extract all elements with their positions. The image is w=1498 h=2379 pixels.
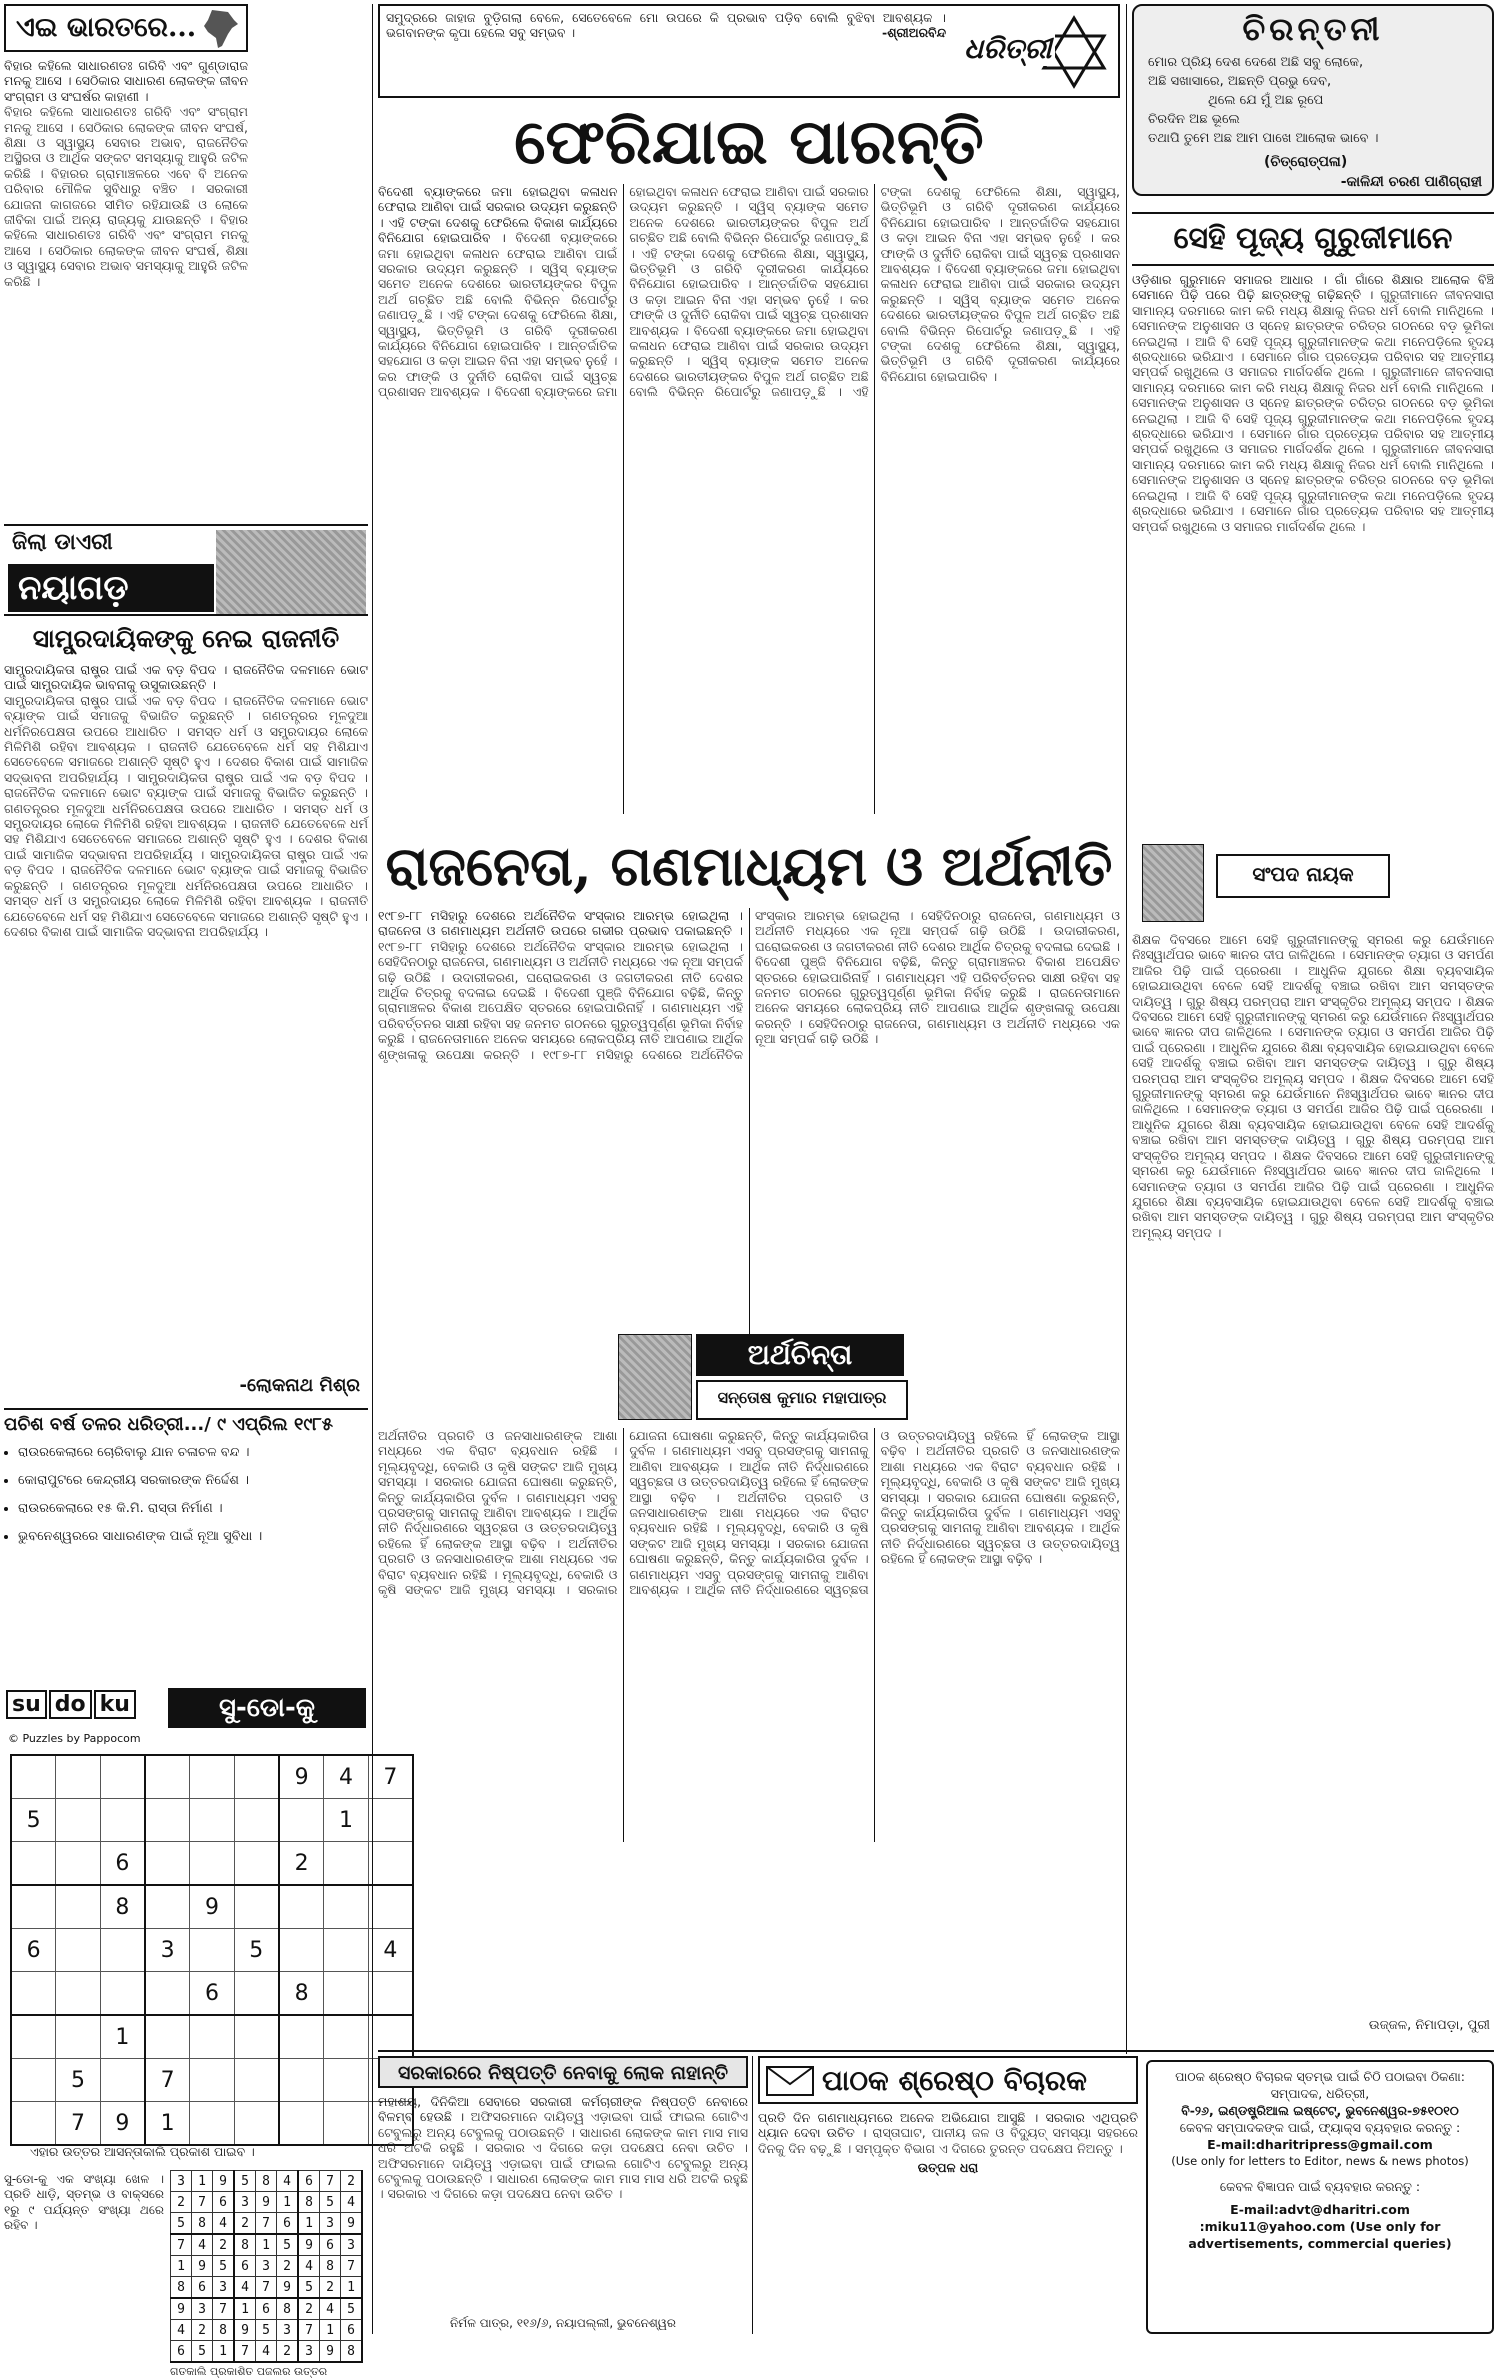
sudoku-cell: 7	[145, 2059, 190, 2102]
sudoku-cell	[279, 1799, 324, 1842]
solution-cell-row	[171, 2256, 363, 2277]
solution-cell: 4	[192, 2234, 213, 2256]
sudoku-cell	[324, 1842, 368, 1886]
solution-cell-row	[171, 2320, 363, 2341]
address-title: ପାଠକ ଶ୍ରେଷ୍ଠ ବିଚାରକ ସ୍ତମ୍ଭ ପାଇଁ ଚିଠି ପଠାଇବା ଠିକଣା: ସମ୍ପାଦକ, ଧରିତ୍ରୀ,	[1175, 2069, 1465, 2101]
ads-email-alt[interactable]: :miku11@yahoo.com (Use only for	[1199, 2219, 1441, 2234]
feature-signoff: ଉଜ୍ଜଳ, ନିମାପଡ଼ା, ପୁରୀ	[1368, 2018, 1490, 2033]
sudoku-cell: 3	[145, 1929, 190, 1972]
solution-cell: 7	[234, 2341, 256, 2363]
left-article-text	[4, 662, 368, 1352]
sudoku-cell	[324, 2015, 368, 2059]
solution-cell: 8	[256, 2171, 277, 2192]
solution-cell: 4	[341, 2192, 363, 2213]
sudoku-cell: 5	[11, 1799, 56, 1842]
sudoku-cell: 9	[100, 2102, 145, 2146]
solution-cell: 3	[234, 2192, 256, 2213]
address-box	[1146, 2060, 1494, 2334]
solution-caption: ଗତକାଲି ପ୍ରକାଶିତ ପଜଲର ଉତ୍ତର	[170, 2365, 328, 2378]
banner-title: ଏଇ ଭାରତରେ...	[16, 12, 197, 43]
column-title: ଅର୍ଥଚିନ୍ତା	[696, 1334, 904, 1376]
temple-photo	[216, 530, 366, 614]
solution-cell: 4	[298, 2256, 320, 2277]
solution-cell: 6	[234, 2256, 256, 2277]
sudoku-cell	[100, 1972, 145, 2016]
past-headline: ପଚିଶ ବର୍ଷ ତଳର ଧରିତ୍ରୀ.../ ୯ ଏପ୍ରିଲ ୧୯୮୫	[4, 1414, 333, 1435]
sudoku-cell	[56, 1972, 100, 2016]
lead-headline: ରାଜନେତା, ଗଣମାଧ୍ୟମ ଓ ଅର୍ଥନୀତି	[385, 834, 1113, 898]
solution-cell: 8	[213, 2320, 235, 2341]
sudoku-cell	[11, 1755, 56, 1799]
sudoku-cell: 1	[324, 1799, 368, 1842]
sudoku-cell	[324, 1885, 368, 1929]
solution-cell: 2	[192, 2320, 213, 2341]
solution-cell: 3	[277, 2320, 299, 2341]
sudoku-cell: 8	[279, 1972, 324, 2016]
sudoku-title: ସୁ-ଡୋ-କୁ	[168, 1688, 366, 1728]
solution-cell: 5	[213, 2256, 235, 2277]
sudoku-cell	[279, 2102, 324, 2146]
sudoku-cell	[100, 1755, 145, 1799]
sudoku-cell-row	[11, 2059, 413, 2102]
sudoku-cell-row	[11, 1885, 413, 1929]
sudoku-brand-su: su	[6, 1690, 47, 1719]
solution-cell: 7	[192, 2192, 213, 2213]
past-item: • ଭୁବନେଶ୍ୱରରେ ସାଧାରଣଙ୍କ ପାଇଁ ନୂଆ ସୁବିଧା ।	[18, 1528, 368, 1546]
sudoku-cell-row	[11, 1972, 413, 2016]
lead-paragraph: ୧୯୮୭-୮୮ ମସିହାରୁ ଦେଶରେ ଅର୍ଥନୈତିକ ସଂସ୍କାର ଆରମ୍ଭ ହୋଇଥିଲା । ରାଜନେତା ଓ ଗଣମାଧ୍ୟମ ଅର୍ଥନୀତି ଉପରେ ଗଭୀର ପ୍ରଭାବ ପକାଇଛନ୍ତି ।	[378, 908, 743, 939]
sudoku-cell	[234, 1972, 279, 2016]
solution-cell: 5	[320, 2192, 341, 2213]
solution-cell: 6	[298, 2171, 320, 2192]
sudoku-answer-note: ଏହାର ଉତ୍ତର ଆସନ୍ତାକାଲି ପ୍ରକାଶ ପାଇବ ।	[30, 2144, 255, 2159]
poem-title: ଚିରନ୍ତନୀ	[1242, 10, 1384, 48]
feature-filler: ଗୁରୁଜୀମାନେ ଜୀବନସାରା ସାମାନ୍ୟ ଦରମାରେ କାମ କରି ମଧ୍ୟ ଶିକ୍ଷାକୁ ନିଜର ଧର୍ମ ବୋଲି ମାନିଥିଲେ । ସେମାନଙ୍କ ଅନୁଶାସନ ଓ ସ୍ନେହ ଛାତ୍ରଙ୍କ ଚରିତ୍ର ଗଠନରେ ବଡ଼ ଭୂମିକା ନେଇଥିଲା । ଆଜି ବି ସେହି ପୂଜ୍ୟ ଗୁରୁଜୀମାନଙ୍କ କଥା ମନେପଡ଼ିଲେ ହୃଦୟ ଶ୍ରଦ୍ଧାରେ ଭରିଯାଏ । ସେମାନେ ଗାଁର ପ୍ରତ୍ୟେକ ପରିବାର ସହ ଆତ୍ମୀୟ ସମ୍ପର୍କ ରଖୁଥିଲେ ଓ ସମାଜର ମାର୍ଗଦର୍ଶକ ଥିଲେ । ଗୁରୁଜୀମାନେ ଜୀବନସାରା ସାମାନ୍ୟ ଦରମାରେ କାମ କରି ମଧ୍ୟ ଶିକ୍ଷାକୁ ନିଜର ଧର୍ମ ବୋଲି ମାନିଥିଲେ । ସେମାନଙ୍କ ଅନୁଶାସନ ଓ ସ୍ନେହ ଛାତ୍ରଙ୍କ ଚରିତ୍ର ଗଠନରେ ବଡ଼ ଭୂମିକା ନେଇଥିଲା । ଆଜି ବି ସେହି ପୂଜ୍ୟ ଗୁରୁଜୀମାନଙ୍କ କଥା ମନେପଡ଼ିଲେ ହୃଦୟ ଶ୍ରଦ୍ଧାରେ ଭରିଯାଏ । ସେମାନେ ଗାଁର ପ୍ରତ୍ୟେକ ପରିବାର ସହ ଆତ୍ମୀୟ ସମ୍ପର୍କ ରଖୁଥିଲେ ଓ ସମାଜର ମାର୍ଗଦର୍ଶକ ଥିଲେ । ଗୁରୁଜୀମାନେ ଜୀବନସାରା ସାମାନ୍ୟ ଦରମାରେ କାମ କରି ମଧ୍ୟ ଶିକ୍ଷାକୁ ନିଜର ଧର୍ମ ବୋଲି ମାନିଥିଲେ । ସେମାନଙ୍କ ଅନୁଶାସନ ଓ ସ୍ନେହ ଛାତ୍ରଙ୍କ ଚରିତ୍ର ଗଠନରେ ବଡ଼ ଭୂମିକା ନେଇଥିଲା । ଆଜି ବି ସେହି ପୂଜ୍ୟ ଗୁରୁଜୀମାନଙ୍କ କଥା ମନେପଡ଼ିଲେ ହୃଦୟ ଶ୍ରଦ୍ଧାରେ ଭରିଯାଏ । ସେମାନେ ଗାଁର ପ୍ରତ୍ୟେକ ପରିବାର ସହ ଆତ୍ମୀୟ ସମ୍ପର୍କ ରଖୁଥିଲେ ଓ ସମାଜର ମାର୍ଗଦର୍ଶକ ଥିଲେ ।	[1132, 287, 1494, 534]
sudoku-cell	[324, 2059, 368, 2102]
center-continued-text	[378, 1428, 1120, 1842]
dharitri-logo	[954, 12, 1114, 92]
letters-top-rule	[378, 2050, 1494, 2052]
solution-cell: 2	[341, 2171, 363, 2192]
solution-cell: 7	[341, 2256, 363, 2277]
center-filler: ଅର୍ଥନୀତିର ପ୍ରଗତି ଓ ଜନସାଧାରଣଙ୍କ ଆଶା ମଧ୍ୟରେ ଏକ ବିରାଟ ବ୍ୟବଧାନ ରହିଛି । ମୂଲ୍ୟବୃଦ୍ଧି, ବେକାରି ଓ କୃଷି ସଙ୍କଟ ଆଜି ମୁଖ୍ୟ ସମସ୍ୟା । ସରକାର ଯୋଜନା ଘୋଷଣା କରୁଛନ୍ତି, କିନ୍ତୁ କାର୍ଯ୍ୟକାରିତା ଦୁର୍ବଳ । ଗଣମାଧ୍ୟମ ଏସବୁ ପ୍ରସଙ୍ଗକୁ ସାମନାକୁ ଆଣିବା ଆବଶ୍ୟକ । ଆର୍ଥିକ ନୀତି ନିର୍ଦ୍ଧାରଣରେ ସ୍ୱଚ୍ଛତା ଓ ଉତ୍ତରଦାୟିତ୍ୱ ରହିଲେ ହିଁ ଲୋକଙ୍କ ଆସ୍ଥା ବଢ଼ିବ । ଅର୍ଥନୀତିର ପ୍ରଗତି ଓ ଜନସାଧାରଣଙ୍କ ଆଶା ମଧ୍ୟରେ ଏକ ବିରାଟ ବ୍ୟବଧାନ ରହିଛି । ମୂଲ୍ୟବୃଦ୍ଧି, ବେକାରି ଓ କୃଷି ସଙ୍କଟ ଆଜି ମୁଖ୍ୟ ସମସ୍ୟା । ସରକାର ଯୋଜନା ଘୋଷଣା କରୁଛନ୍ତି, କିନ୍ତୁ କାର୍ଯ୍ୟକାରିତା ଦୁର୍ବଳ । ଗଣମାଧ୍ୟମ ଏସବୁ ପ୍ରସଙ୍ଗକୁ ସାମନାକୁ ଆଣିବା ଆବଶ୍ୟକ । ଆର୍ଥିକ ନୀତି ନିର୍ଦ୍ଧାରଣରେ ସ୍ୱଚ୍ଛତା ଓ ଉତ୍ତରଦାୟିତ୍ୱ ରହିଲେ ହିଁ ଲୋକଙ୍କ ଆସ୍ଥା ବଢ଼ିବ । ଅର୍ଥନୀତିର ପ୍ରଗତି ଓ ଜନସାଧାରଣଙ୍କ ଆଶା ମଧ୍ୟରେ ଏକ ବିରାଟ ବ୍ୟବଧାନ ରହିଛି । ମୂଲ୍ୟବୃଦ୍ଧି, ବେକାରି ଓ କୃଷି ସଙ୍କଟ ଆଜି ମୁଖ୍ୟ ସମସ୍ୟା । ସରକାର ଯୋଜନା ଘୋଷଣା କରୁଛନ୍ତି, କିନ୍ତୁ କାର୍ଯ୍ୟକାରିତା ଦୁର୍ବଳ । ଗଣମାଧ୍ୟମ ଏସବୁ ପ୍ରସଙ୍ଗକୁ ସାମନାକୁ ଆଣିବା ଆବଶ୍ୟକ । ଆର୍ଥିକ ନୀତି ନିର୍ଦ୍ଧାରଣରେ ସ୍ୱଚ୍ଛତା ଓ ଉତ୍ତରଦାୟିତ୍ୱ ରହିଲେ ହିଁ ଲୋକଙ୍କ ଆସ୍ଥା ବଢ଼ିବ । ଅର୍ଥନୀତିର ପ୍ରଗତି ଓ ଜନସାଧାରଣଙ୍କ ଆଶା ମଧ୍ୟରେ ଏକ ବିରାଟ ବ୍ୟବଧାନ ରହିଛି । ମୂଲ୍ୟବୃଦ୍ଧି, ବେକାରି ଓ କୃଷି ସଙ୍କଟ ଆଜି ମୁଖ୍ୟ ସମସ୍ୟା । ସରକାର ଯୋଜନା ଘୋଷଣା କରୁଛନ୍ତି, କିନ୍ତୁ କାର୍ଯ୍ୟକାରିତା ଦୁର୍ବଳ । ଗଣମାଧ୍ୟମ ଏସବୁ ପ୍ରସଙ୍ଗକୁ ସାମନାକୁ ଆଣିବା ଆବଶ୍ୟକ । ଆର୍ଥିକ ନୀତି ନିର୍ଦ୍ଧାରଣରେ ସ୍ୱଚ୍ଛତା ଓ ଉତ୍ତରଦାୟିତ୍ୱ ରହିଲେ ହିଁ ଲୋକଙ୍କ ଆସ୍ଥା ବଢ଼ିବ ।	[378, 1428, 1120, 1598]
intro-paragraph: ବିହାର କହିଲେ ସାଧାରଣତଃ ଗରିବି ଏବଂ ଗୁଣ୍ଡାରାଜ ମନକୁ ଆସେ । ସେଠିକାର ସାଧାରଣ ଲୋକଙ୍କ ଜୀବନ ସଂଗ୍ରାମ ଓ ସଂଘର୍ଷର କାହାଣୀ ।	[4, 58, 248, 104]
feature-title: ସେହି ପୂଜ୍ୟ ଗୁରୁଜୀମାନେ	[1173, 221, 1453, 256]
left-article	[4, 622, 368, 1402]
past-divider	[4, 1408, 368, 1410]
solution-cell: 7	[256, 2277, 277, 2299]
solution-cell: 2	[277, 2256, 299, 2277]
solution-cell: 2	[213, 2234, 235, 2256]
sudoku-rules-text: ସୁ-ଡୋ-କୁ ଏକ ସଂଖ୍ୟା ଖେଳ । ପ୍ରତି ଧାଡ଼ି, ସ୍ତମ୍ଭ ଓ ବାକ୍ସରେ ୧ରୁ ୯ ପର୍ଯ୍ୟନ୍ତ ସଂଖ୍ୟା ଥରେ ରହିବ ।	[4, 2172, 164, 2233]
sudoku-cell	[56, 1799, 100, 1842]
sudoku-cell: 5	[234, 1929, 279, 1972]
solution-cell: 2	[320, 2277, 341, 2299]
sudoku-cell	[100, 1929, 145, 1972]
ads-email-note: advertisements, commercial queries)	[1188, 2236, 1452, 2251]
sudoku-cell	[11, 2102, 56, 2146]
solution-cell: 3	[192, 2298, 213, 2320]
past-item: • କୋରାପୁଟରେ କେନ୍ଦ୍ରୀୟ ସରକାରଙ୍କ ନିର୍ଦ୍ଦେଶ ।	[18, 1472, 368, 1490]
solution-cell: 9	[298, 2234, 320, 2256]
sudoku-cell	[56, 1929, 100, 1972]
sudoku-cell	[145, 1842, 190, 1886]
sudoku-brand-do: do	[49, 1690, 92, 1719]
letters-section-title: ପାଠକ ଶ୍ରେଷ୍ଠ ବିଚାରକ	[822, 2064, 1087, 2097]
sudoku-cell	[100, 1799, 145, 1842]
solution-cell: 7	[298, 2320, 320, 2341]
sudoku-cell: 4	[368, 1929, 413, 1972]
feature-lead: ଓଡ଼ିଶାର ଗୁରୁମାନେ ସମାଜର ଆଧାର । ଗାଁ ଗାଁରେ ଶିକ୍ଷାର ଆଲୋକ ବିଞ୍ଚି ସେମାନେ ପିଢ଼ି ପରେ ପିଢ଼ି ଛାତ୍ରଙ୍କୁ ଗଢ଼ିଛନ୍ତି ।	[1132, 272, 1494, 303]
solution-cell: 1	[192, 2171, 213, 2192]
solution-cell: 3	[213, 2277, 235, 2299]
letters-left-filler: ଅଫିସରମାନେ ଦାୟିତ୍ୱ ଏଡ଼ାଇବା ପାଇଁ ଫାଇଲ ଗୋଟିଏ ଟେବୁଲରୁ ଅନ୍ୟ ଟେବୁଲକୁ ପଠାଉଛନ୍ତି । ସାଧାରଣ ଲୋକଙ୍କ କାମ ମାସ ମାସ ଧରି ଅଟକି ରହୁଛି । ସରକାର ଏ ଦିଗରେ କଡ଼ା ପଦକ୍ଷେପ ନେବା ଉଚିତ । ଅଫିସରମାନେ ଦାୟିତ୍ୱ ଏଡ଼ାଇବା ପାଇଁ ଫାଇଲ ଗୋଟିଏ ଟେବୁଲରୁ ଅନ୍ୟ ଟେବୁଲକୁ ପଠାଉଛନ୍ତି । ସାଧାରଣ ଲୋକଙ୍କ କାମ ମାସ ମାସ ଧରି ଅଟକି ରହୁଛି । ସରକାର ଏ ଦିଗରେ କଡ଼ା ପଦକ୍ଷେପ ନେବା ଉଚିତ ।	[378, 2109, 748, 2202]
sudoku-cell	[145, 1972, 190, 2016]
past-section	[4, 1412, 368, 1634]
sudoku-cell: 9	[279, 1755, 324, 1799]
solution-cell-row	[171, 2192, 363, 2213]
sudoku-cell: 6	[190, 1972, 234, 2016]
letters-mid-filler: ରାସ୍ତାଘାଟ, ପାନୀୟ ଜଳ ଓ ବିଦ୍ୟୁତ୍ ସମସ୍ୟା ସହରରେ ଦିନକୁ ଦିନ ବଢ଼ୁଛି । ସମ୍ପୃକ୍ତ ବିଭାଗ ଏ ଦିଗରେ ତୁରନ୍ତ ପଦକ୍ଷେପ ନିଅନ୍ତୁ ।	[758, 2125, 1139, 2156]
sudoku-cell-row	[11, 2102, 413, 2146]
editor-email[interactable]: E-mail:dharitripress@gmail.com	[1207, 2137, 1433, 2152]
sudoku-cell	[100, 2059, 145, 2102]
sudoku-cell	[11, 2059, 56, 2102]
solution-cell: 5	[171, 2213, 192, 2235]
left-article-headline: ସାମ୍ପ୍ରଦାୟିକଙ୍କୁ ନେଇ ରାଜନୀତି	[32, 624, 340, 653]
district-diary-label: ଜିଲା ଡାଏରୀ	[12, 530, 113, 555]
right-column-rule	[1126, 4, 1127, 2054]
masthead-quote	[386, 10, 946, 94]
column-banner	[618, 1334, 904, 1418]
solution-cell: 9	[320, 2341, 341, 2363]
poem-line: ତଥାପି ତୁମେ ଅଛ ଆମ ପାଖେ ଆଲୋକ ଭାବେ ।	[1148, 131, 1379, 146]
solution-cell: 5	[298, 2277, 320, 2299]
sudoku-rules	[4, 2172, 164, 2332]
sudoku-cell	[190, 2102, 234, 2146]
solution-cell: 1	[341, 2277, 363, 2299]
poem-source: (ଚିତ୍ରୋତ୍ପଳା)	[1264, 154, 1348, 170]
solution-cell-row	[171, 2234, 363, 2256]
editor-email-note: (Use only for letters to Editor, news & news photos)	[1171, 2154, 1469, 2168]
sudoku-cell-row	[11, 2015, 413, 2059]
sudoku-cell: 1	[145, 2102, 190, 2146]
solution-cell: 4	[277, 2171, 299, 2192]
poem-line: ଅଛି ସଖାସାରେ, ଅଛନ୍ତି ପ୍ରଭୁ ଦେବ,	[1148, 74, 1332, 89]
solution-cell: 1	[234, 2298, 256, 2320]
editorial-filler: ବିଦେଶୀ ବ୍ୟାଙ୍କରେ ଜମା ହୋଇଥିବା କଳାଧନ ଫେରାଇ ଆଣିବା ପାଇଁ ସରକାର ଉଦ୍ୟମ କରୁଛନ୍ତି । ସ୍ୱିସ୍ ବ୍ୟାଙ୍କ ସମେତ ଅନେକ ଦେଶରେ ଭାରତୀୟଙ୍କର ବିପୁଳ ଅର୍ଥ ଗଚ୍ଛିତ ଅଛି ବୋଲି ବିଭିନ୍ନ ରିପୋର୍ଟରୁ ଜଣାପଡ଼ୁଛି । ଏହି ଟଙ୍କା ଦେଶକୁ ଫେରିଲେ ଶିକ୍ଷା, ସ୍ୱାସ୍ଥ୍ୟ, ଭିତ୍ତିଭୂମି ଓ ଗରିବି ଦୂରୀକରଣ କାର୍ଯ୍ୟରେ ବିନିଯୋଗ ହୋଇପାରିବ । ଆନ୍ତର୍ଜାତିକ ସହଯୋଗ ଓ କଡ଼ା ଆଇନ ବିନା ଏହା ସମ୍ଭବ ନୁହେଁ । କର ଫାଙ୍କି ଓ ଦୁର୍ନୀତି ରୋକିବା ପାଇଁ ସ୍ୱଚ୍ଛ ପ୍ରଶାସନ ଆବଶ୍ୟକ । ବିଦେଶୀ ବ୍ୟାଙ୍କରେ ଜମା ହୋଇଥିବା କଳାଧନ ଫେରାଇ ଆଣିବା ପାଇଁ ସରକାର ଉଦ୍ୟମ କରୁଛନ୍ତି । ସ୍ୱିସ୍ ବ୍ୟାଙ୍କ ସମେତ ଅନେକ ଦେଶରେ ଭାରତୀୟଙ୍କର ବିପୁଳ ଅର୍ଥ ଗଚ୍ଛିତ ଅଛି ବୋଲି ବିଭିନ୍ନ ରିପୋର୍ଟରୁ ଜଣାପଡ଼ୁଛି । ଏହି ଟଙ୍କା ଦେଶକୁ ଫେରିଲେ ଶିକ୍ଷା, ସ୍ୱାସ୍ଥ୍ୟ, ଭିତ୍ତିଭୂମି ଓ ଗରିବି ଦୂରୀକରଣ କାର୍ଯ୍ୟରେ ବିନିଯୋଗ ହୋଇପାରିବ । ଆନ୍ତର୍ଜାତିକ ସହଯୋଗ ଓ କଡ଼ା ଆଇନ ବିନା ଏହା ସମ୍ଭବ ନୁହେଁ । କର ଫାଙ୍କି ଓ ଦୁର୍ନୀତି ରୋକିବା ପାଇଁ ସ୍ୱଚ୍ଛ ପ୍ରଶାସନ ଆବଶ୍ୟକ । ବିଦେଶୀ ବ୍ୟାଙ୍କରେ ଜମା ହୋଇଥିବା କଳାଧନ ଫେରାଇ ଆଣିବା ପାଇଁ ସରକାର ଉଦ୍ୟମ କରୁଛନ୍ତି । ସ୍ୱିସ୍ ବ୍ୟାଙ୍କ ସମେତ ଅନେକ ଦେଶରେ ଭାରତୀୟଙ୍କର ବିପୁଳ ଅର୍ଥ ଗଚ୍ଛିତ ଅଛି ବୋଲି ବିଭିନ୍ନ ରିପୋର୍ଟରୁ ଜଣାପଡ଼ୁଛି । ଏହି ଟଙ୍କା ଦେଶକୁ ଫେରିଲେ ଶିକ୍ଷା, ସ୍ୱାସ୍ଥ୍ୟ, ଭିତ୍ତିଭୂମି ଓ ଗରିବି ଦୂରୀକରଣ କାର୍ଯ୍ୟରେ ବିନିଯୋଗ ହୋଇପାରିବ । ଆନ୍ତର୍ଜାତିକ ସହଯୋଗ ଓ କଡ଼ା ଆଇନ ବିନା ଏହା ସମ୍ଭବ ନୁହେଁ । କର ଫାଙ୍କି ଓ ଦୁର୍ନୀତି ରୋକିବା ପାଇଁ ସ୍ୱଚ୍ଛ ପ୍ରଶାସନ ଆବଶ୍ୟକ । ବିଦେଶୀ ବ୍ୟାଙ୍କରେ ଜମା ହୋଇଥିବା କଳାଧନ ଫେରାଇ ଆଣିବା ପାଇଁ ସରକାର ଉଦ୍ୟମ କରୁଛନ୍ତି । ସ୍ୱିସ୍ ବ୍ୟାଙ୍କ ସମେତ ଅନେକ ଦେଶରେ ଭାରତୀୟଙ୍କର ବିପୁଳ ଅର୍ଥ ଗଚ୍ଛିତ ଅଛି ବୋଲି ବିଭିନ୍ନ ରିପୋର୍ଟରୁ ଜଣାପଡ଼ୁଛି । ଏହି ଟଙ୍କା ଦେଶକୁ ଫେରିଲେ ଶିକ୍ଷା, ସ୍ୱାସ୍ଥ୍ୟ, ଭିତ୍ତିଭୂମି ଓ ଗରିବି ଦୂରୀକରଣ କାର୍ଯ୍ୟରେ ବିନିଯୋଗ ହୋଇପାରିବ ।	[378, 184, 1120, 400]
solution-cell: 2	[171, 2192, 192, 2213]
feature-author: ସଂପଦ ନାୟକ	[1216, 854, 1390, 898]
solution-cell: 6	[341, 2320, 363, 2341]
sudoku-cell	[190, 2015, 234, 2059]
sudoku-cell	[234, 2059, 279, 2102]
address-line: ବି-୨୬, ଇଣ୍ଡଷ୍ଟ୍ରିଆଲ ଇଷ୍ଟେଟ୍, ଭୁବନେଶ୍ୱର-୭୫୧୦୧୦	[1181, 2103, 1459, 2118]
solution-cell: 6	[277, 2213, 299, 2235]
feature-continued-filler: ଶିକ୍ଷକ ଦିବସରେ ଆମେ ସେହି ଗୁରୁଜୀମାନଙ୍କୁ ସ୍ମରଣ କରୁ ଯେଉଁମାନେ ନିଃସ୍ୱାର୍ଥପର ଭାବେ ଜ୍ଞାନର ଦୀପ ଜାଳିଥିଲେ । ସେମାନଙ୍କ ତ୍ୟାଗ ଓ ସମର୍ପଣ ଆଜିର ପିଢ଼ି ପାଇଁ ପ୍ରେରଣା । ଆଧୁନିକ ଯୁଗରେ ଶିକ୍ଷା ବ୍ୟବସାୟିକ ହୋଇଯାଉଥିବା ବେଳେ ସେହି ଆଦର୍ଶକୁ ବଞ୍ଚାଇ ରଖିବା ଆମ ସମସ୍ତଙ୍କ ଦାୟିତ୍ୱ । ଗୁରୁ ଶିଷ୍ୟ ପରମ୍ପରା ଆମ ସଂସ୍କୃତିର ଅମୂଲ୍ୟ ସମ୍ପଦ । ଶିକ୍ଷକ ଦିବସରେ ଆମେ ସେହି ଗୁରୁଜୀମାନଙ୍କୁ ସ୍ମରଣ କରୁ ଯେଉଁମାନେ ନିଃସ୍ୱାର୍ଥପର ଭାବେ ଜ୍ଞାନର ଦୀପ ଜାଳିଥିଲେ । ସେମାନଙ୍କ ତ୍ୟାଗ ଓ ସମର୍ପଣ ଆଜିର ପିଢ଼ି ପାଇଁ ପ୍ରେରଣା । ଆଧୁନିକ ଯୁଗରେ ଶିକ୍ଷା ବ୍ୟବସାୟିକ ହୋଇଯାଉଥିବା ବେଳେ ସେହି ଆଦର୍ଶକୁ ବଞ୍ଚାଇ ରଖିବା ଆମ ସମସ୍ତଙ୍କ ଦାୟିତ୍ୱ । ଗୁରୁ ଶିଷ୍ୟ ପରମ୍ପରା ଆମ ସଂସ୍କୃତିର ଅମୂଲ୍ୟ ସମ୍ପଦ । ଶିକ୍ଷକ ଦିବସରେ ଆମେ ସେହି ଗୁରୁଜୀମାନଙ୍କୁ ସ୍ମରଣ କରୁ ଯେଉଁମାନେ ନିଃସ୍ୱାର୍ଥପର ଭାବେ ଜ୍ଞାନର ଦୀପ ଜାଳିଥିଲେ । ସେମାନଙ୍କ ତ୍ୟାଗ ଓ ସମର୍ପଣ ଆଜିର ପିଢ଼ି ପାଇଁ ପ୍ରେରଣା । ଆଧୁନିକ ଯୁଗରେ ଶିକ୍ଷା ବ୍ୟବସାୟିକ ହୋଇଯାଉଥିବା ବେଳେ ସେହି ଆଦର୍ଶକୁ ବଞ୍ଚାଇ ରଖିବା ଆମ ସମସ୍ତଙ୍କ ଦାୟିତ୍ୱ । ଗୁରୁ ଶିଷ୍ୟ ପରମ୍ପରା ଆମ ସଂସ୍କୃତିର ଅମୂଲ୍ୟ ସମ୍ପଦ । ଶିକ୍ଷକ ଦିବସରେ ଆମେ ସେହି ଗୁରୁଜୀମାନଙ୍କୁ ସ୍ମରଣ କରୁ ଯେଉଁମାନେ ନିଃସ୍ୱାର୍ଥପର ଭାବେ ଜ୍ଞାନର ଦୀପ ଜାଳିଥିଲେ । ସେମାନଙ୍କ ତ୍ୟାଗ ଓ ସମର୍ପଣ ଆଜିର ପିଢ଼ି ପାଇଁ ପ୍ରେରଣା । ଆଧୁନିକ ଯୁଗରେ ଶିକ୍ଷା ବ୍ୟବସାୟିକ ହୋଇଯାଉଥିବା ବେଳେ ସେହି ଆଦର୍ଶକୁ ବଞ୍ଚାଇ ରଖିବା ଆମ ସମସ୍ତଙ୍କ ଦାୟିତ୍ୱ । ଗୁରୁ ଶିଷ୍ୟ ପରମ୍ପରା ଆମ ସଂସ୍କୃତିର ଅମୂଲ୍ୟ ସମ୍ପଦ ।	[1132, 932, 1494, 1240]
sudoku-cell	[324, 1972, 368, 2016]
feature-text	[1132, 272, 1494, 832]
solution-cell: 1	[277, 2192, 299, 2213]
solution-cell: 5	[192, 2341, 213, 2363]
sudoku-cell: 5	[56, 2059, 100, 2102]
poem-line: ଚିରଦିନ ଅଛ ଭୂଲେ	[1148, 112, 1240, 127]
district-name: ନୟାଗଡ଼	[8, 564, 214, 612]
left-article-filler: ସାମ୍ପ୍ରଦାୟିକତା ରାଷ୍ଟ୍ର ପାଇଁ ଏକ ବଡ଼ ବିପଦ । ରାଜନୈତିକ ଦଳମାନେ ଭୋଟ ବ୍ୟାଙ୍କ ପାଇଁ ସମାଜକୁ ବିଭାଜିତ କରୁଛନ୍ତି । ଗଣତନ୍ତ୍ରର ମୂଳଦୁଆ ଧର୍ମନିରପେକ୍ଷତା ଉପରେ ଆଧାରିତ । ସମସ୍ତ ଧର୍ମ ଓ ସମ୍ପ୍ରଦାୟର ଲୋକେ ମିଳିମିଶି ରହିବା ଆବଶ୍ୟକ । ରାଜନୀତି ଯେତେବେଳେ ଧର୍ମ ସହ ମିଶିଯାଏ ସେତେବେଳେ ସମାଜରେ ଅଶାନ୍ତି ସୃଷ୍ଟି ହୁଏ । ଦେଶର ବିକାଶ ପାଇଁ ସାମାଜିକ ସଦ୍ଭାବନା ଅପରିହାର୍ଯ୍ୟ । ସାମ୍ପ୍ରଦାୟିକତା ରାଷ୍ଟ୍ର ପାଇଁ ଏକ ବଡ଼ ବିପଦ । ରାଜନୈତିକ ଦଳମାନେ ଭୋଟ ବ୍ୟାଙ୍କ ପାଇଁ ସମାଜକୁ ବିଭାଜିତ କରୁଛନ୍ତି । ଗଣତନ୍ତ୍ରର ମୂଳଦୁଆ ଧର୍ମନିରପେକ୍ଷତା ଉପରେ ଆଧାରିତ । ସମସ୍ତ ଧର୍ମ ଓ ସମ୍ପ୍ରଦାୟର ଲୋକେ ମିଳିମିଶି ରହିବା ଆବଶ୍ୟକ । ରାଜନୀତି ଯେତେବେଳେ ଧର୍ମ ସହ ମିଶିଯାଏ ସେତେବେଳେ ସମାଜରେ ଅଶାନ୍ତି ସୃଷ୍ଟି ହୁଏ । ଦେଶର ବିକାଶ ପାଇଁ ସାମାଜିକ ସଦ୍ଭାବନା ଅପରିହାର୍ଯ୍ୟ । ସାମ୍ପ୍ରଦାୟିକତା ରାଷ୍ଟ୍ର ପାଇଁ ଏକ ବଡ଼ ବିପଦ । ରାଜନୈତିକ ଦଳମାନେ ଭୋଟ ବ୍ୟାଙ୍କ ପାଇଁ ସମାଜକୁ ବିଭାଜିତ କରୁଛନ୍ତି । ଗଣତନ୍ତ୍ରର ମୂଳଦୁଆ ଧର୍ମନିରପେକ୍ଷତା ଉପରେ ଆଧାରିତ । ସମସ୍ତ ଧର୍ମ ଓ ସମ୍ପ୍ରଦାୟର ଲୋକେ ମିଳିମିଶି ରହିବା ଆବଶ୍ୟକ । ରାଜନୀତି ଯେତେବେଳେ ଧର୍ମ ସହ ମିଶିଯାଏ ସେତେବେଳେ ସମାଜରେ ଅଶାନ୍ତି ସୃଷ୍ଟି ହୁଏ । ଦେଶର ବିକାଶ ପାଇଁ ସାମାଜିକ ସଦ୍ଭାବନା ଅପରିହାର୍ଯ୍ୟ ।	[4, 692, 368, 939]
sudoku-cell	[145, 2015, 190, 2059]
solution-cell-row	[171, 2171, 363, 2192]
solution-cell: 9	[171, 2298, 192, 2320]
envelope-icon	[766, 2066, 814, 2096]
solution-cell: 6	[213, 2192, 235, 2213]
sudoku-cell	[279, 1929, 324, 1972]
solution-cell: 2	[277, 2341, 299, 2363]
india-banner	[4, 4, 248, 52]
masthead-quote-text: ସମୁଦ୍ରରେ ଜାହାଜ ବୁଡ଼ିଗଲା ବେଳେ, ସେତେବେଳେ ମୋ ଉପରେ କି ପ୍ରଭାବ ପଡ଼ିବ ବୋଲି ବୁଝିବା ଆବଶ୍ୟକ । ଭଗବାନଙ୍କ କୃପା ହେଲେ ସବୁ ସମ୍ଭବ ।	[386, 10, 946, 41]
solution-cell: 6	[320, 2234, 341, 2256]
sudoku-cell	[234, 2015, 279, 2059]
past-item: • ରାଉରକେଲାରେ ୧୫ କି.ମି. ରାସ୍ତା ନିର୍ମାଣ ।	[18, 1500, 368, 1518]
sudoku-cell: 6	[11, 1929, 56, 1972]
left-article-paragraph: ସାମ୍ପ୍ରଦାୟିକତା ରାଷ୍ଟ୍ର ପାଇଁ ଏକ ବଡ଼ ବିପଦ । ରାଜନୈତିକ ଦଳମାନେ ଭୋଟ ପାଇଁ ସାମ୍ପ୍ରଦାୟିକ ଭାବନାକୁ ଉସୁକାଉଛନ୍ତି ।	[4, 662, 368, 693]
sudoku-cell	[368, 1972, 413, 2016]
letters-left-headline: ସରକାରରେ ନିଷ୍ପତ୍ତି ନେବାକୁ ଲୋକ ନାହାନ୍ତି	[378, 2056, 748, 2088]
solution-cell: 8	[171, 2277, 192, 2299]
sudoku-cell	[190, 1755, 234, 1799]
letters-left-signoff: ନିର୍ମଳ ପାତ୍ର, ୧୧୬/୬, ନୟାପଲ୍ଲୀ, ଭୁବନେଶ୍ୱର	[450, 2316, 676, 2330]
sudoku-cell	[368, 1842, 413, 1886]
solution-cell: 3	[298, 2341, 320, 2363]
editorial-lead: ବିଦେଶୀ ବ୍ୟାଙ୍କରେ ଜମା ହୋଇଥିବା କଳାଧନ ଫେରାଇ ଆଣିବା ପାଇଁ ସରକାର ଉଦ୍ୟମ କରୁଛନ୍ତି । ଏହି ଟଙ୍କା ଦେଶକୁ ଫେରିଲେ ବିକାଶ କାର୍ଯ୍ୟରେ ବିନିଯୋଗ ହୋଇପାରିବ ।	[378, 184, 618, 246]
sudoku-cell	[56, 1885, 100, 1929]
logo-text: ଧରିତ୍ରୀ	[960, 32, 1055, 66]
sudoku-cell	[190, 1929, 234, 1972]
solution-cell: 6	[256, 2298, 277, 2320]
solution-cell: 4	[171, 2320, 192, 2341]
india-map-icon	[198, 8, 242, 50]
sudoku-cell-row	[11, 1929, 413, 1972]
sudoku-cell	[190, 1842, 234, 1886]
sudoku-cell	[368, 1885, 413, 1929]
sudoku-cell	[234, 2102, 279, 2146]
letters-left-text	[378, 2094, 748, 2312]
solution-cell: 8	[320, 2256, 341, 2277]
sudoku-cell	[11, 1972, 56, 2016]
sudoku-cell	[279, 2059, 324, 2102]
solution-cell: 5	[256, 2320, 277, 2341]
poem-line: ମୋର ପ୍ରିୟ ଦେଶ ଦେଶେ ଅଛି ସବୁ ଲୋକେ,	[1148, 55, 1364, 70]
solution-cell: 7	[256, 2213, 277, 2235]
ads-email[interactable]: E-mail:advt@dharitri.com	[1230, 2202, 1410, 2217]
solution-cell-row	[171, 2277, 363, 2299]
solution-cell: 2	[234, 2213, 256, 2235]
solution-cell: 7	[320, 2171, 341, 2192]
left-article-byline: -ଲୋକନାଥ ମିଶ୍ର	[239, 1375, 360, 1396]
solution-cell: 3	[341, 2234, 363, 2256]
sudoku-cell-row	[11, 1755, 413, 1799]
solution-cell: 8	[298, 2192, 320, 2213]
sudoku-cell	[234, 1799, 279, 1842]
solution-cell: 8	[192, 2213, 213, 2235]
solution-cell: 3	[320, 2213, 341, 2235]
sudoku-cell-row	[11, 1842, 413, 1886]
solution-cell: 9	[192, 2256, 213, 2277]
sudoku-cell	[11, 2015, 56, 2059]
solution-cell: 1	[320, 2320, 341, 2341]
solution-cell: 3	[171, 2171, 192, 2192]
masthead-quote-author: -ଶ୍ରୀଅରବିନ୍ଦ	[882, 25, 946, 41]
poem-line: ଥିଲେ ଯେ ମୁଁ ଅଛ ରୂପେ	[1208, 93, 1324, 108]
sudoku-cell	[56, 2015, 100, 2059]
solution-cell-row	[171, 2298, 363, 2320]
sudoku-cell: 8	[100, 1885, 145, 1929]
sudoku-grid	[10, 1754, 414, 2146]
solution-cell: 4	[234, 2277, 256, 2299]
feature-title-box	[1132, 212, 1494, 266]
sudoku-brand-ku: ku	[94, 1690, 136, 1719]
letters-mid-signoff: ଉତ୍ପଳ ଧରା	[917, 2160, 979, 2176]
sudoku-cell	[279, 1885, 324, 1929]
feature-continued	[1132, 932, 1494, 2012]
solution-cell: 1	[256, 2234, 277, 2256]
sudoku-header	[4, 1688, 368, 1732]
sudoku-cell	[324, 2102, 368, 2146]
district-diary-box	[4, 524, 368, 616]
poem-lines	[1134, 49, 1492, 152]
sudoku-cell	[56, 1842, 100, 1886]
solution-cell: 7	[213, 2298, 235, 2320]
ads-label: କେବଳ ବିଜ୍ଞାପନ ପାଇଁ ବ୍ୟବହାର କରନ୍ତୁ :	[1219, 2179, 1421, 2194]
sudoku-solution	[170, 2170, 368, 2378]
letters-left-paragraph: ମହାଶୟ, ଦିନିକିଆ ସେବାରେ ସରକାରୀ କର୍ମଚାରୀଙ୍କ ନିଷ୍ପତ୍ତି ନେବାରେ ବିଳମ୍ବ ହେଉଛି ।	[378, 2094, 748, 2125]
sudoku-cell: 7	[368, 1755, 413, 1799]
sudoku-credit: © Puzzles by Pappocom	[8, 1732, 141, 1745]
sudoku-cell	[279, 2015, 324, 2059]
left-column-rule	[372, 4, 373, 2334]
sudoku-solution-grid	[170, 2170, 363, 2363]
solution-cell: 2	[298, 2298, 320, 2320]
solution-cell: 8	[277, 2298, 299, 2320]
letters-mid-paragraph: ପ୍ରତି ଦିନ ଗଣମାଧ୍ୟମରେ ଅନେକ ଅଭିଯୋଗ ଆସୁଛି । ସରକାର ଏଥିପ୍ରତି ଧ୍ୟାନ ଦେବା ଉଚିତ ।	[758, 2110, 1138, 2141]
letters-banner	[758, 2056, 1138, 2104]
solution-cell: 1	[213, 2341, 235, 2363]
solution-cell: 8	[341, 2341, 363, 2363]
poem-box	[1132, 4, 1494, 196]
solution-cell: 9	[277, 2277, 299, 2299]
solution-cell: 9	[341, 2213, 363, 2235]
solution-cell: 9	[256, 2192, 277, 2213]
past-item: • ରାଉରକେଲାରେ ଚୋରିବାଲୁ ଯାନ ଚଳାଚଳ ବନ୍ଦ ।	[18, 1444, 368, 1462]
sudoku-cell	[145, 1799, 190, 1842]
editorial-text	[378, 184, 1120, 814]
past-list	[4, 1444, 368, 1546]
letters-left-rule	[752, 2056, 753, 2334]
sudoku-brand	[6, 1690, 136, 1719]
columnist-photo	[618, 1334, 692, 1420]
solution-cell: 6	[171, 2341, 192, 2363]
sudoku-cell	[234, 1885, 279, 1929]
sudoku-cell: 6	[100, 1842, 145, 1886]
solution-cell-row	[171, 2213, 363, 2235]
sudoku-cell: 1	[100, 2015, 145, 2059]
feature-author-photo	[1142, 844, 1204, 922]
sudoku-cell: 7	[56, 2102, 100, 2146]
lead-filler: ୧୯୮୭-୮୮ ମସିହାରୁ ଦେଶରେ ଅର୍ଥନୈତିକ ସଂସ୍କାର ଆରମ୍ଭ ହୋଇଥିଲା । ସେହିଦିନଠାରୁ ରାଜନେତା, ଗଣମାଧ୍ୟମ ଓ ଅର୍ଥନୀତି ମଧ୍ୟରେ ଏକ ନୂଆ ସମ୍ପର୍କ ଗଢ଼ି ଉଠିଛି । ଉଦାରୀକରଣ, ଘରୋଇକରଣ ଓ ଜଗତୀକରଣ ନୀତି ଦେଶର ଆର୍ଥିକ ଚିତ୍ରକୁ ବଦଳାଇ ଦେଇଛି । ବିଦେଶୀ ପୁଞ୍ଜି ବିନିଯୋଗ ବଢ଼ିଛି, କିନ୍ତୁ ଗ୍ରାମାଞ୍ଚଳର ବିକାଶ ଅପେକ୍ଷିତ ସ୍ତରରେ ହୋଇପାରିନାହିଁ । ଗଣମାଧ୍ୟମ ଏହି ପରିବର୍ତ୍ତନର ସାକ୍ଷୀ ରହିବା ସହ ଜନମତ ଗଠନରେ ଗୁରୁତ୍ୱପୂର୍ଣ୍ଣ ଭୂମିକା ନିର୍ବାହ କରୁଛି । ରାଜନେତାମାନେ ଅନେକ ସମୟରେ ଲୋକପ୍ରିୟ ନୀତି ଆପଣାଇ ଆର୍ଥିକ ଶୃଙ୍ଖଳାକୁ ଉପେକ୍ଷା କରନ୍ତି । ୧୯୮୭-୮୮ ମସିହାରୁ ଦେଶରେ ଅର୍ଥନୈତିକ ସଂସ୍କାର ଆରମ୍ଭ ହୋଇଥିଲା । ସେହିଦିନଠାରୁ ରାଜନେତା, ଗଣମାଧ୍ୟମ ଓ ଅର୍ଥନୀତି ମଧ୍ୟରେ ଏକ ନୂଆ ସମ୍ପର୍କ ଗଢ଼ି ଉଠିଛି । ଉଦାରୀକରଣ, ଘରୋଇକରଣ ଓ ଜଗତୀକରଣ ନୀତି ଦେଶର ଆର୍ଥିକ ଚିତ୍ରକୁ ବଦଳାଇ ଦେଇଛି । ବିଦେଶୀ ପୁଞ୍ଜି ବିନିଯୋଗ ବଢ଼ିଛି, କିନ୍ତୁ ଗ୍ରାମାଞ୍ଚଳର ବିକାଶ ଅପେକ୍ଷିତ ସ୍ତରରେ ହୋଇପାରିନାହିଁ । ଗଣମାଧ୍ୟମ ଏହି ପରିବର୍ତ୍ତନର ସାକ୍ଷୀ ରହିବା ସହ ଜନମତ ଗଠନରେ ଗୁରୁତ୍ୱପୂର୍ଣ୍ଣ ଭୂମିକା ନିର୍ବାହ କରୁଛି । ରାଜନେତାମାନେ ଅନେକ ସମୟରେ ଲୋକପ୍ରିୟ ନୀତି ଆପଣାଇ ଆର୍ଥିକ ଶୃଙ୍ଖଳାକୁ ଉପେକ୍ଷା କରନ୍ତି । ସେହିଦିନଠାରୁ ରାଜନେତା, ଗଣମାଧ୍ୟମ ଓ ଅର୍ଥନୀତି ମଧ୍ୟରେ ଏକ ନୂଆ ସମ୍ପର୍କ ଗଢ଼ି ଉଠିଛି ।	[378, 908, 1120, 1062]
sudoku-cell	[145, 1755, 190, 1799]
solution-cell: 4	[320, 2298, 341, 2320]
solution-cell: 4	[213, 2213, 235, 2235]
solution-cell: 9	[213, 2171, 235, 2192]
masthead-quote-box	[378, 4, 1120, 98]
solution-cell: 4	[256, 2341, 277, 2363]
solution-cell: 1	[298, 2213, 320, 2235]
solution-cell: 5	[234, 2171, 256, 2192]
sudoku-cell	[11, 1842, 56, 1886]
solution-cell: 8	[234, 2234, 256, 2256]
editorial-title: ଫେରିଯାଇ ପାରନ୍ତି	[514, 105, 984, 178]
poem-author: -କାଳିନ୍ଦୀ ଚରଣ ପାଣିଗ୍ରାହୀ	[1340, 174, 1482, 190]
sudoku-cell	[145, 1885, 190, 1929]
solution-cell: 5	[277, 2234, 299, 2256]
solution-cell: 7	[171, 2234, 192, 2256]
sudoku-cell: 2	[279, 1842, 324, 1886]
sudoku-cell	[324, 1929, 368, 1972]
solution-cell: 1	[171, 2256, 192, 2277]
solution-cell: 9	[234, 2320, 256, 2341]
sudoku-cell	[56, 1755, 100, 1799]
sudoku-cell	[234, 1755, 279, 1799]
sudoku-cell	[11, 1885, 56, 1929]
sudoku-board	[10, 1754, 414, 2134]
solution-cell: 3	[256, 2256, 277, 2277]
lead-text	[378, 908, 1120, 1346]
sudoku-cell: 4	[324, 1755, 368, 1799]
address-fax: କେବଳ ସମ୍ପାଦକଙ୍କ ପାଇଁ, ଫ୍ୟାକ୍ସ ବ୍ୟବହାର କରନ୍ତୁ :	[1179, 2120, 1461, 2135]
intro-filler: ବିହାର କହିଲେ ସାଧାରଣତଃ ଗରିବି ଏବଂ ସଂଗ୍ରାମ ମନକୁ ଆସେ । ସେଠିକାର ଲୋକଙ୍କ ଜୀବନ ସଂଘର୍ଷ, ଶିକ୍ଷା ଓ ସ୍ୱାସ୍ଥ୍ୟ ସେବାର ଅଭାବ, ରାଜନୈତିକ ଅସ୍ଥିରତା ଓ ଆର୍ଥିକ ସଙ୍କଟ ସମସ୍ୟାକୁ ଆହୁରି ଜଟିଳ କରିଛି । ବିହାରର ଗ୍ରାମାଞ୍ଚଳରେ ଏବେ ବି ଅନେକ ପରିବାର ମୌଳିକ ସୁବିଧାରୁ ବଞ୍ଚିତ । ସରକାରୀ ଯୋଜନା କାଗଜରେ ସୀମିତ ରହିଯାଉଛି ଓ ଲୋକେ ଜୀବିକା ପାଇଁ ଅନ୍ୟ ରାଜ୍ୟକୁ ଯାଉଛନ୍ତି । ବିହାର କହିଲେ ସାଧାରଣତଃ ଗରିବି ଏବଂ ସଂଗ୍ରାମ ମନକୁ ଆସେ । ସେଠିକାର ଲୋକଙ୍କ ଜୀବନ ସଂଘର୍ଷ, ଶିକ୍ଷା ଓ ସ୍ୱାସ୍ଥ୍ୟ ସେବାର ଅଭାବ ସମସ୍ୟାକୁ ଆହୁରି ଜଟିଳ କରିଛି ।	[4, 104, 248, 289]
sudoku-cell-row	[11, 1799, 413, 1842]
sudoku-cell	[190, 1799, 234, 1842]
sudoku-cell: 9	[190, 1885, 234, 1929]
solution-cell-row	[171, 2341, 363, 2363]
india-intro-text	[4, 58, 248, 352]
solution-cell: 6	[192, 2277, 213, 2299]
feature-author-box	[1132, 840, 1494, 924]
solution-cell: 5	[341, 2298, 363, 2320]
sudoku-cell	[234, 1842, 279, 1886]
sudoku-cell	[190, 2059, 234, 2102]
letters-mid-text	[758, 2110, 1138, 2310]
column-author: ସନ୍ତୋଷ କୁମାର ମହାପାତ୍ର	[696, 1380, 908, 1420]
